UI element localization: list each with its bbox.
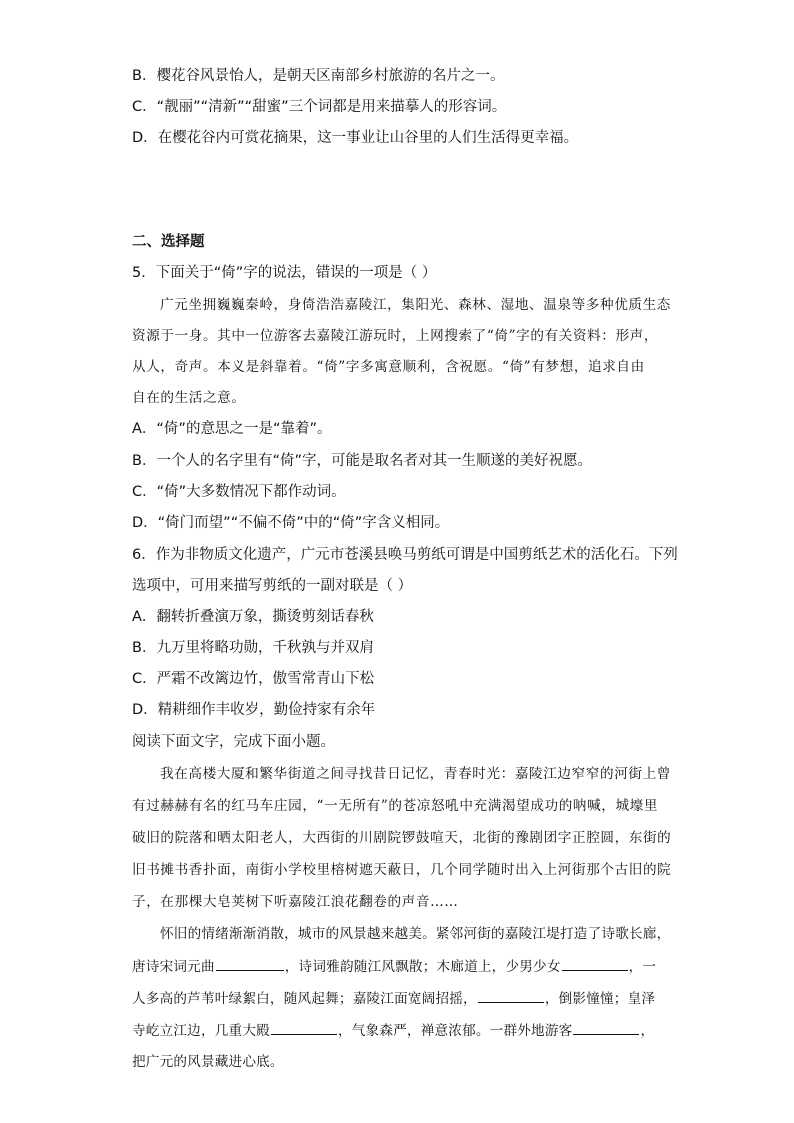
q4-option-b: B．樱花谷风景怡人，是朝天区南部乡村旅游的名片之一。 bbox=[132, 68, 505, 84]
reading-intro: 阅读下面文字，完成下面小题。 bbox=[132, 734, 335, 750]
q4-option-d: D．在樱花谷内可赏花摘果，这一事业让山谷里的人们生活得更幸福。 bbox=[132, 130, 579, 146]
q5-option-c: C．“倚”大多数情况下都作动词。 bbox=[132, 484, 346, 500]
reading-text: ，倒影憧憧；皇泽 bbox=[544, 991, 656, 1007]
reading-p2-line bbox=[132, 1020, 654, 1041]
q6-option-a: A．翻转折叠演万象，撕烫剪刻话春秋 bbox=[132, 609, 374, 625]
q6-stem-line1: 6．作为非物质文化遗产，广元市苍溪县唤马剪纸可谓是中国剪纸艺术的活化石。下列 bbox=[132, 547, 678, 563]
reading-p2-line bbox=[132, 956, 656, 977]
section-title: 二、选择题 bbox=[132, 234, 205, 250]
reading-p1-line: 有过赫赫有名的红马车庄园，“一无所有”的苍凉怒吼中充满渴望成功的呐喊，城壕里 bbox=[132, 798, 659, 814]
q5-passage-line: 自在的生活之意。 bbox=[132, 390, 246, 406]
reading-p2-line: 把广元的风景藏进心底。 bbox=[132, 1054, 284, 1070]
reading-p1-line: 我在高楼大厦和繁华街道之间寻找昔日记忆，青春时光：嘉陵江边窄窄的河街上曾 bbox=[160, 766, 671, 782]
fill-blank-2[interactable] bbox=[562, 956, 628, 971]
reading-text: 唐诗宋词元曲 bbox=[132, 959, 215, 975]
reading-p1-line: 子，在那棵大皂荚树下听嘉陵江浪花翻卷的声音…… bbox=[132, 894, 459, 910]
reading-p1-line: 破旧的院落和晒太阳老人，大西街的川剧院锣鼓喧天，北街的豫剧团字正腔圆，东街的 bbox=[132, 830, 672, 846]
reading-text: ，气象森严，禅意浓郁。一群外地游客 bbox=[337, 1023, 573, 1039]
q6-stem-line2: 选项中，可用来描写剪纸的一副对联是（ ） bbox=[132, 578, 413, 594]
q5-option-d: D．“倚门而望”“不偏不倚”中的“倚”字含义相同。 bbox=[132, 515, 450, 531]
fill-blank-5[interactable] bbox=[573, 1020, 639, 1035]
q5-option-a: A．“倚”的意思之一是“靠着”。 bbox=[132, 421, 332, 437]
reading-text: ， bbox=[640, 1023, 655, 1039]
reading-p2-line: 怀旧的情绪渐渐消散，城市的风景越来越美。紧邻河街的嘉陵江堤打造了诗歌长廊， bbox=[160, 926, 671, 942]
fill-blank-1[interactable] bbox=[216, 956, 284, 971]
q5-stem: 5．下面关于“倚”字的说法，错误的一项是（ ） bbox=[132, 265, 437, 281]
q5-passage-line: 资源于一身。其中一位游客去嘉陵江游玩时，上网搜索了“倚”字的有关资料：形声， bbox=[132, 328, 659, 344]
q6-option-c: C．严霜不改篱边竹，傲雪常青山下松 bbox=[132, 671, 375, 687]
reading-text: ，一 bbox=[628, 959, 657, 975]
reading-text: 寺屹立江边，几重大殿 bbox=[132, 1023, 270, 1039]
fill-blank-4[interactable] bbox=[271, 1020, 337, 1035]
q5-passage-line: 广元坐拥巍巍秦岭，身倚浩浩嘉陵江，集阳光、森林、湿地、温泉等多种优质生态 bbox=[160, 297, 671, 313]
q5-passage-line: 从人，奇声。本义是斜靠着。“倚”字多寓意顺利，含祝愿。“倚”有梦想，追求自由 bbox=[132, 359, 645, 375]
reading-text: 人多高的芦苇叶绿絮白，随风起舞；嘉陵江面宽阔招摇， bbox=[132, 991, 477, 1007]
reading-text: ，诗词雅韵随江风飘散；木廊道上，少男少女 bbox=[284, 959, 561, 975]
q6-option-d: D．精耕细作丰收岁，勤俭持家有余年 bbox=[132, 702, 376, 718]
q6-option-b: B．九万里将略功勋，千秋孰与并双肩 bbox=[132, 640, 374, 656]
reading-p2-line bbox=[132, 988, 655, 1009]
fill-blank-3[interactable] bbox=[478, 988, 544, 1003]
q5-option-b: B．一个人的名字里有“倚”字，可能是取名者对其一生顺遂的美好祝愿。 bbox=[132, 453, 592, 469]
reading-p1-line: 旧书摊书香扑面，南街小学校里榕树遮天蔽日，几个同学随时出入上河街那个古旧的院 bbox=[132, 862, 672, 878]
q4-option-c: C．“靓丽”“清新”“甜蜜”三个词都是用来描摹人的形容词。 bbox=[132, 99, 507, 115]
